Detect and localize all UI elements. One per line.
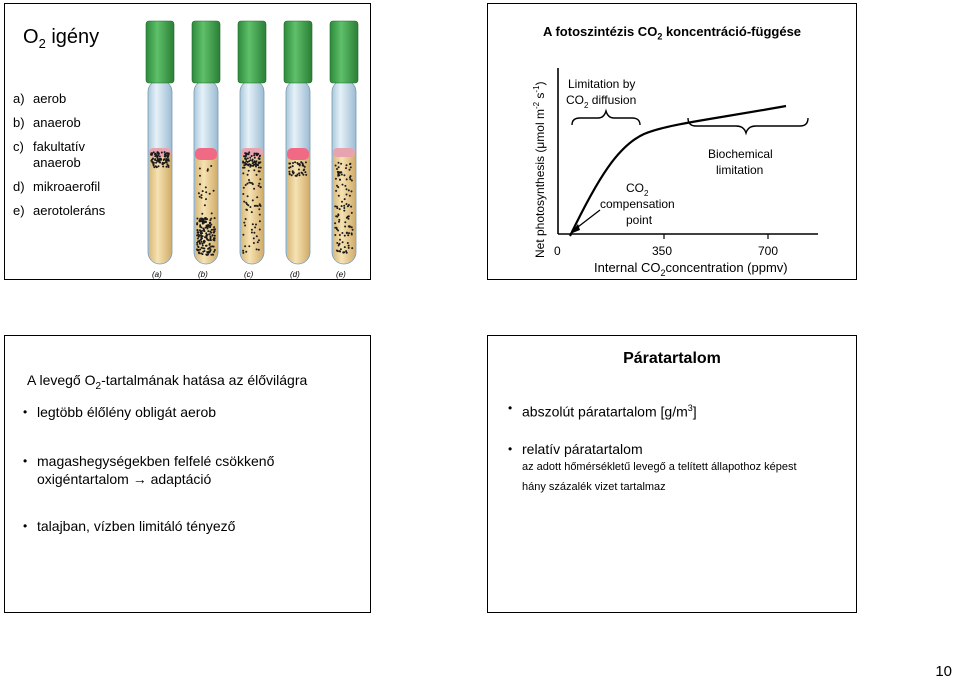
x-tick-label: 350 [652,244,673,258]
note-line: hány százalék vizet tartalmaz [522,481,666,493]
test-tube [238,21,266,264]
bullet-item: • magashegységekben felfelé csökkenő oxigéntartalom → adaptáció [23,453,275,487]
tube-label: (a) [152,270,162,279]
test-tubes-illustration [138,18,363,280]
annotation-diffusion: Limitation by [568,77,636,91]
bullet-item: • talajban, vízben limitáló tényező [23,518,236,534]
x-tick-label: 0 [554,244,561,258]
slide-oxygen-demand [4,3,371,280]
page-number: 10 [935,663,952,680]
test-tube [284,21,312,264]
test-tube [146,21,174,264]
oxygen-type-list [13,91,105,227]
bullet-item: • legtöbb élőlény obligát aerob [23,404,217,420]
tube-label: (e) [336,270,346,279]
slide-title: Páratartalom [623,350,721,367]
tube-label: (b) [198,270,208,279]
annotation-compensation: compensation [600,197,675,211]
note-line: az adott hőmérsékletű levegő a telített állapothoz képest [522,461,797,473]
annotation-biochemical: Biochemical [708,147,773,161]
slide-title: $O_2$ igény [23,26,100,51]
annotation-diffusion: $CO_2$ diffusion [566,93,637,110]
list-item: c) fakultatív anaerob [13,139,86,170]
bullet-icon: • [508,442,513,456]
slide-heading: A levegő $O_2$-tartalmának hatása az élővilágra [27,372,308,392]
annotation-compensation: point [626,213,653,227]
x-tick-label: 700 [758,244,779,258]
list-item: d) mikroaerofil [13,179,101,194]
test-tube [330,21,358,264]
slide-humidity [487,335,857,613]
tube-label: (c) [244,270,254,279]
list-item: b) anaerob [13,115,81,130]
annotation-compensation: $CO_2$ [626,181,649,198]
slide-photosynthesis-co2 [487,3,857,280]
diffusion-brace [572,111,640,125]
bullet-icon: • [23,405,28,419]
slide-oxygen-effect [4,335,371,613]
arrow-icon: → [132,471,147,487]
list-item: a) aerob [13,91,67,106]
bullet-icon: • [23,519,28,533]
bullet-icon: • [23,454,28,468]
test-tube [192,21,220,264]
bullet-item: • relatív páratartalom [508,441,643,457]
list-item: e) aerotoleráns [13,203,106,218]
x-axis-label: Internal $CO_2concentration$ (ppmv) [594,260,788,278]
y-axis-label: Net photosynthesis (μmol $m^{-2}$ $s^{-1}$) [532,81,547,258]
bullet-item: • abszolút páratartalom $[g/m^3]$ [508,401,697,420]
photosynthesis-chart [518,58,848,278]
annotation-biochemical: limitation [716,163,764,177]
slide-title: A fotoszintézis $CO_2$ koncentráció-függése [542,24,802,42]
tube-label: (d) [290,270,300,279]
bullet-icon: • [508,401,513,415]
